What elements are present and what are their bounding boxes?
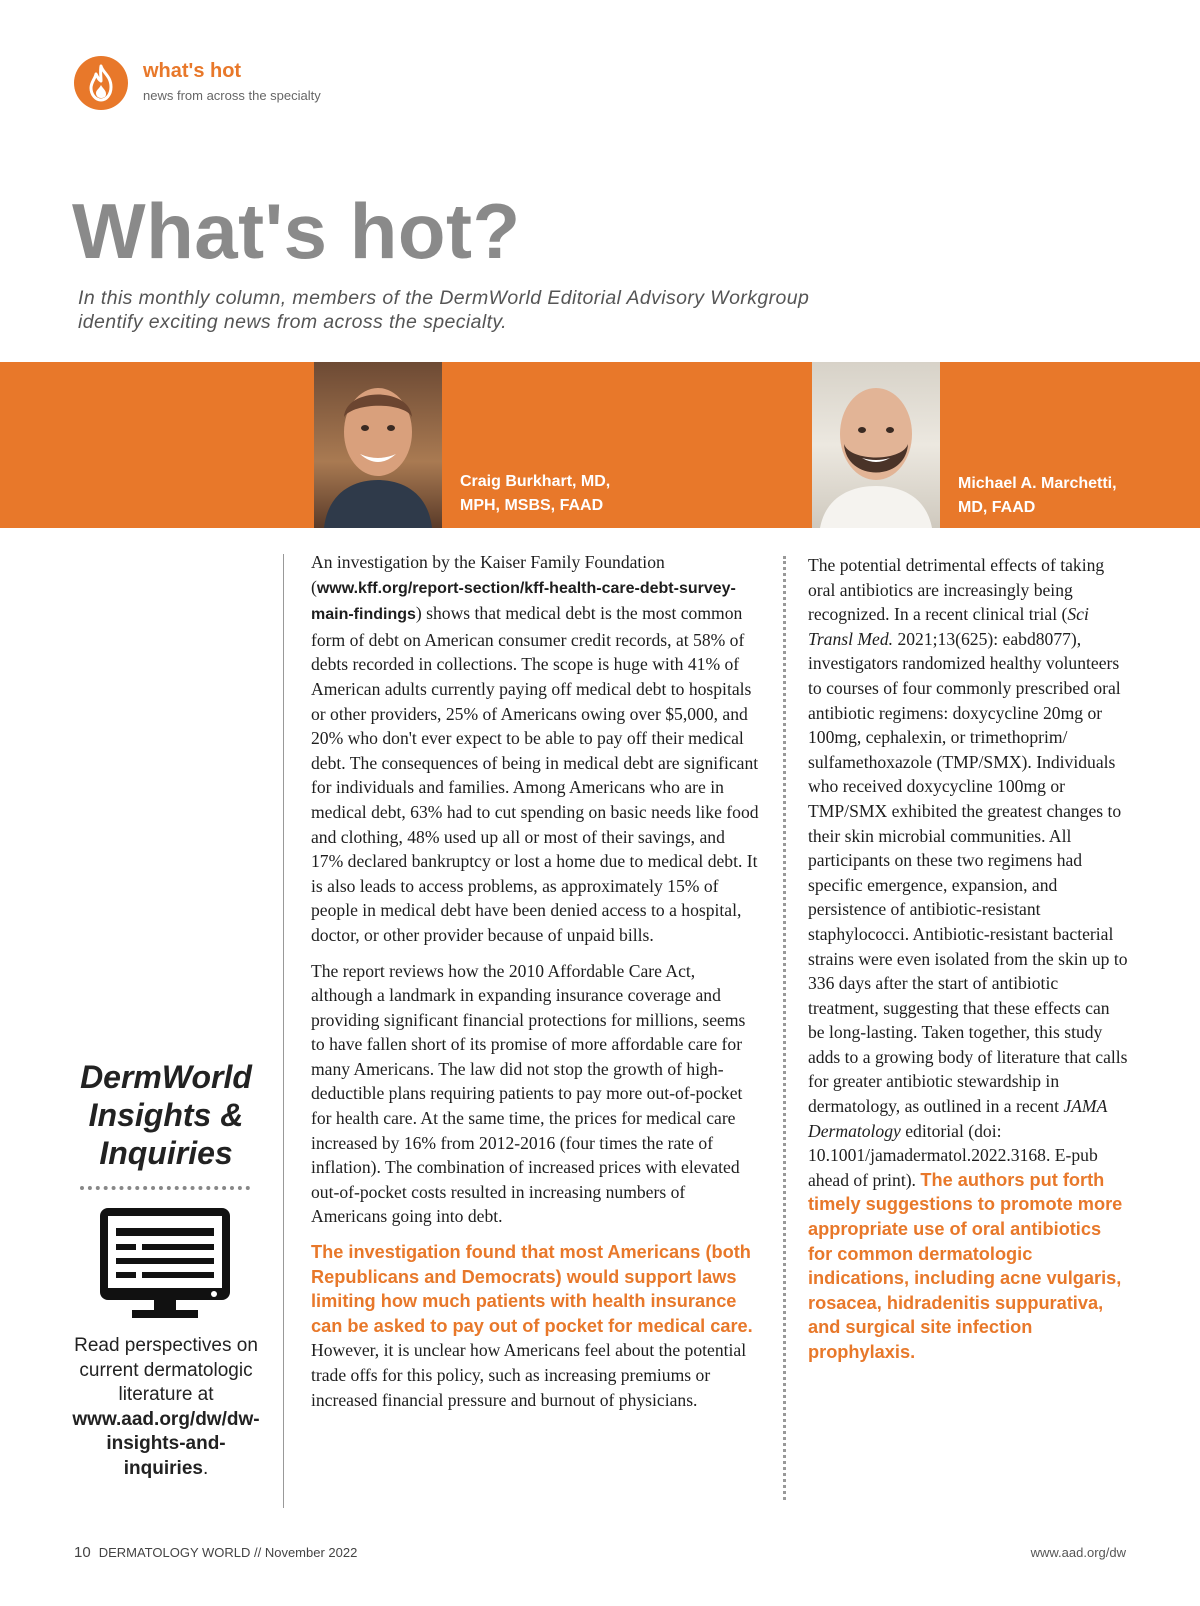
page-number: 10 <box>74 1544 91 1561</box>
section-kicker: what's hot <box>143 60 242 82</box>
flame-icon <box>84 64 118 102</box>
paragraph <box>808 553 1130 1365</box>
monitor-icon <box>98 1206 232 1322</box>
author-name-line: Craig Burkhart, MD, <box>460 473 611 490</box>
journal-name: Sci Transl Med. <box>808 604 1089 649</box>
author-photo-marchetti <box>812 362 940 528</box>
article-burkhart <box>311 550 761 1423</box>
paragraph-text: ) shows that medical debt is the most common form of debt on American consumer credit records, at 58% of debts recorded in collections. The scope is huge with 41% of American adults currently paying off medical debt to hospitals or other providers, 25% of Americans owing over $5,000, and 20% who don't ever expect to be able to pay off their medical debt. The consequences of being in medical debt are significant for individuals and families. Among Americans who are in medical debt, 63% had to cut spending on basic needs like food and clothing, 48% used up all or most of their savings, and 17% declared bankruptcy or lost a home due to medical debt. It is also leads to access problems, as approximately 15% of people in medical debt have been denied access to a hospital, doctor, or other provider because of unpaid bills. <box>311 603 759 945</box>
column-rule-dotted <box>783 556 786 1500</box>
paragraph <box>311 550 761 948</box>
sidebar-title <box>60 1058 272 1172</box>
publication-info: DERMATOLOGY WORLD // November 2022 <box>98 1545 358 1560</box>
sidebar-text-intro: Read perspectives on current dermatologic literature at <box>74 1335 258 1405</box>
page-title: What's hot? <box>72 187 521 275</box>
paragraph-text: editorial (doi: 10.1001/jamadermatol.2022.3168. E-pub ahead of print). <box>808 1120 1098 1190</box>
author-name-marchetti <box>958 472 1128 520</box>
sidebar-title-line: Insights & <box>88 1097 244 1133</box>
author-credentials-line: MD, FAAD <box>958 499 1036 516</box>
author-name-line: Michael A. Marchetti, <box>958 475 1117 492</box>
highlight-text: The authors put forth timely suggestions to promote more appropriate use of oral antibiotics for common dermatologic indications, including acne vulgaris, rosacea, hidradenitis suppurativa, and surgical site infection prophylaxis. <box>808 1169 1123 1362</box>
sidebar-link[interactable]: www.aad.org/dw/dw-insights-and-inquiries <box>72 1408 260 1479</box>
section-kicker-subtitle: news from across the specialty <box>143 88 321 103</box>
paragraph <box>311 1240 761 1412</box>
highlight-text: The investigation found that most Americans (both Republicans and Democrats) would support laws limiting how much patients with health insurance can be asked to pay out of pocket for medical care. <box>311 1242 753 1336</box>
sidebar-divider <box>80 1186 250 1190</box>
author-photo-burkhart <box>314 362 442 528</box>
kff-report-link[interactable]: www.kff.org/report-section/kff-health-care-debt-survey-main-findings <box>311 579 736 624</box>
page-deck: In this monthly column, members of the DermWorld Editorial Advisory Workgroup identify exciting news from across the specialty. <box>78 287 810 333</box>
column-rule-solid <box>283 554 284 1508</box>
paragraph-text: The potential detrimental effects of taking oral antibiotics are increasingly being recognized. In a recent clinical trial ( <box>808 555 1105 625</box>
sidebar-text <box>70 1334 262 1481</box>
author-name-burkhart <box>460 470 640 518</box>
paragraph-text: An investigation by the Kaiser Family Foundation ( <box>311 552 665 597</box>
sidebar-title-line: DermWorld <box>80 1059 252 1095</box>
sidebar-text-end: . <box>202 1457 209 1479</box>
page-footer <box>74 1544 357 1561</box>
paragraph-text: However, it is unclear how Americans feel about the potential trade offs for this policy, such as increasing premiums or increased financial pressure and burnout of physicians. <box>311 1340 747 1410</box>
whats-hot-badge <box>74 56 128 110</box>
journal-name: JAMA Dermatology <box>808 1096 1108 1141</box>
footer-url[interactable]: www.aad.org/dw <box>1030 1545 1126 1560</box>
author-credentials-line: MPH, MSBS, FAAD <box>460 497 604 514</box>
sidebar-title-line: Inquiries <box>99 1135 233 1171</box>
article-marchetti <box>808 553 1130 1376</box>
paragraph: The report reviews how the 2010 Affordable Care Act, although a landmark in expanding insurance coverage and providing significant financial protections for millions, seems to have fallen short of its promise of more affordable care for many Americans. The law did not stop the growth of high-deductible plans requiring patients to pay more out-of-pocket for health care. At the same time, the prices for medical care increased by 16% from 2012-2016 (four times the rate of inflation). The combination of increased prices with elevated out-of-pocket costs resulted in increasing numbers of Americans going into debt. <box>311 960 746 1227</box>
paragraph-text: 2021;13(625): eabd8077), investigators randomized healthy volunteers to courses of four commonly prescribed oral antibiotic regimens: doxycycline 20mg or 100mg, cephalexin, or trimethoprim/ sulfamethoxazole (TMP/SMX). Individuals who received doxycycline 100mg or TMP/SMX exhibited the greatest changes to their skin microbial communities. All participants on these two regimens had specific emergence, expansion, and persistence of antibiotic-resistant staphylococci. Antibiotic-resistant bacterial strains were even isolated from the skin up to 336 days after the start of antibiotic treatment, suggesting that these effects can be long-lasting. Taken together, this study adds to a growing body of literature that calls for greater antibiotic stewardship in dermatology, as outlined in a recent <box>808 628 1128 1117</box>
